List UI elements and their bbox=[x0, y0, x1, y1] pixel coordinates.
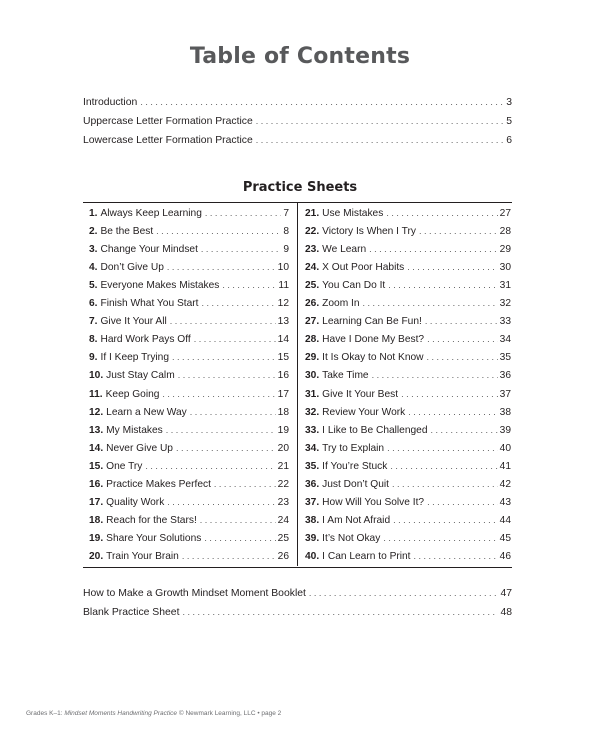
toc-entry[interactable] bbox=[89, 443, 289, 454]
entry-label: Review Your Work bbox=[322, 406, 406, 418]
entry-number: 26. bbox=[305, 298, 320, 310]
entry-number: 35. bbox=[305, 460, 320, 472]
toc-entry[interactable] bbox=[305, 244, 511, 255]
toc-entry[interactable] bbox=[305, 280, 511, 291]
toc-entry[interactable] bbox=[89, 497, 289, 508]
dot-leader bbox=[427, 497, 498, 507]
dot-leader bbox=[431, 425, 498, 435]
entry-page-number: 35 bbox=[499, 352, 511, 364]
toc-entry[interactable] bbox=[83, 135, 512, 146]
entry-number: 29. bbox=[305, 352, 320, 364]
entry-number: 10. bbox=[89, 370, 104, 382]
entry-page-number: 13 bbox=[277, 316, 289, 328]
toc-entry[interactable] bbox=[305, 497, 511, 508]
entry-label: Reach for the Stars! bbox=[106, 514, 197, 526]
entry-page-number: 47 bbox=[500, 588, 512, 599]
entry-label: Always Keep Learning bbox=[100, 208, 202, 219]
dot-leader bbox=[388, 280, 497, 290]
entry-page-number: 26 bbox=[277, 550, 289, 562]
entry-label: How to Make a Growth Mindset Moment Booklet bbox=[83, 588, 306, 599]
entry-page-number: 5 bbox=[506, 116, 512, 127]
entry-label: Everyone Makes Mistakes bbox=[100, 280, 220, 292]
entry-page-number: 8 bbox=[283, 226, 289, 238]
entry-label: Have I Done My Best? bbox=[322, 334, 425, 346]
toc-entry[interactable] bbox=[89, 262, 289, 273]
entry-number: 15. bbox=[89, 460, 104, 472]
dot-leader bbox=[182, 607, 498, 617]
entry-page-number: 32 bbox=[499, 298, 511, 310]
entry-number: 22. bbox=[305, 226, 320, 238]
entry-page-number: 29 bbox=[499, 244, 511, 256]
toc-entry[interactable] bbox=[305, 334, 511, 345]
footer-book-title: Mindset Moments Handwriting Practice bbox=[64, 710, 178, 717]
entry-label: Take Time bbox=[322, 370, 369, 382]
entry-label: Share Your Solutions bbox=[106, 532, 202, 544]
entry-number: 1. bbox=[89, 208, 98, 219]
toc-entry[interactable] bbox=[89, 425, 289, 436]
dot-leader bbox=[176, 443, 276, 453]
toc-entry[interactable] bbox=[305, 533, 511, 544]
dot-leader bbox=[166, 425, 276, 435]
entry-label: Train Your Brain bbox=[106, 550, 179, 562]
entry-label: Give It Your Best bbox=[322, 388, 399, 400]
entry-number: 13. bbox=[89, 424, 104, 436]
entry-label: I Am Not Afraid bbox=[322, 514, 391, 526]
entry-number: 36. bbox=[305, 478, 320, 490]
dot-leader bbox=[201, 244, 281, 254]
entry-page-number: 44 bbox=[499, 514, 511, 526]
entry-label: My Mistakes bbox=[106, 424, 163, 436]
toc-entry[interactable] bbox=[89, 334, 289, 345]
entry-page-number: 34 bbox=[499, 334, 511, 346]
toc-entry[interactable] bbox=[305, 262, 511, 273]
entry-number: 23. bbox=[305, 244, 320, 256]
dot-leader bbox=[205, 208, 281, 218]
entry-page-number: 31 bbox=[499, 280, 511, 292]
entry-number: 19. bbox=[89, 532, 104, 544]
entry-number: 40. bbox=[305, 550, 320, 562]
entry-number: 24. bbox=[305, 262, 320, 274]
entry-page-number: 21 bbox=[277, 460, 289, 472]
toc-entry[interactable] bbox=[305, 316, 511, 327]
entry-page-number: 37 bbox=[499, 388, 511, 400]
dot-leader bbox=[222, 280, 276, 290]
toc-entry[interactable] bbox=[89, 407, 289, 418]
toc-entry[interactable] bbox=[89, 316, 289, 327]
entry-number: 3. bbox=[89, 244, 98, 256]
toc-entry[interactable] bbox=[305, 389, 511, 400]
entry-label: X Out Poor Habits bbox=[322, 262, 405, 274]
entry-label: I Can Learn to Print bbox=[322, 550, 411, 562]
toc-entry[interactable] bbox=[305, 208, 511, 219]
dot-leader bbox=[182, 551, 276, 561]
toc-entry[interactable] bbox=[83, 607, 512, 618]
footer-grades: Grades K–1: bbox=[26, 710, 63, 717]
entry-label: Zoom In bbox=[322, 298, 360, 310]
entry-number: 18. bbox=[89, 514, 104, 526]
toc-entry[interactable] bbox=[305, 407, 511, 418]
dot-leader bbox=[167, 497, 275, 507]
dot-leader bbox=[194, 334, 276, 344]
entry-number: 33. bbox=[305, 424, 320, 436]
dot-leader bbox=[363, 298, 498, 308]
entry-page-number: 43 bbox=[499, 496, 511, 508]
entry-label: Blank Practice Sheet bbox=[83, 607, 180, 618]
dot-leader bbox=[372, 370, 498, 380]
entry-number: 25. bbox=[305, 280, 320, 292]
entry-label: Use Mistakes bbox=[322, 208, 384, 219]
entry-page-number: 15 bbox=[277, 352, 289, 364]
dot-leader bbox=[369, 244, 498, 254]
entry-label: Try to Explain bbox=[322, 442, 385, 454]
entry-number: 5. bbox=[89, 280, 98, 292]
entry-number: 20. bbox=[89, 550, 104, 562]
toc-entry[interactable] bbox=[89, 461, 289, 472]
entry-label: You Can Do It bbox=[322, 280, 386, 292]
entry-number: 4. bbox=[89, 262, 98, 274]
entry-label: Give It Your All bbox=[100, 316, 167, 328]
toc-entry[interactable] bbox=[89, 389, 289, 400]
entry-page-number: 46 bbox=[499, 550, 511, 562]
entry-page-number: 9 bbox=[283, 244, 289, 256]
dot-leader bbox=[414, 551, 498, 561]
entry-label: Lowercase Letter Formation Practice bbox=[83, 135, 253, 146]
entry-number: 27. bbox=[305, 316, 320, 328]
entry-number: 17. bbox=[89, 496, 104, 508]
entry-number: 2. bbox=[89, 226, 98, 238]
entry-page-number: 39 bbox=[499, 424, 511, 436]
entry-page-number: 48 bbox=[500, 607, 512, 618]
entry-page-number: 40 bbox=[499, 442, 511, 454]
toc-entry[interactable] bbox=[305, 479, 511, 490]
entry-page-number: 18 bbox=[277, 406, 289, 418]
entry-label: Just Stay Calm bbox=[106, 370, 175, 382]
entry-page-number: 30 bbox=[499, 262, 511, 274]
entry-label: Learning Can Be Fun! bbox=[322, 316, 422, 328]
toc-entry[interactable] bbox=[89, 370, 289, 381]
entry-label: Never Give Up bbox=[106, 442, 173, 454]
entry-page-number: 33 bbox=[499, 316, 511, 328]
entry-page-number: 10 bbox=[277, 262, 289, 274]
entry-number: 39. bbox=[305, 532, 320, 544]
toc-entry[interactable] bbox=[89, 352, 289, 363]
toc-entry[interactable] bbox=[83, 116, 512, 127]
entry-label: How Will You Solve It? bbox=[322, 496, 425, 508]
dot-leader bbox=[427, 352, 498, 362]
dot-leader bbox=[256, 135, 504, 145]
entry-page-number: 20 bbox=[277, 442, 289, 454]
dot-leader bbox=[167, 262, 276, 272]
dot-leader bbox=[425, 316, 498, 326]
toc-entry[interactable] bbox=[305, 298, 511, 309]
dot-leader bbox=[256, 116, 504, 126]
dot-leader bbox=[407, 262, 497, 272]
entry-label: If You’re Stuck bbox=[322, 460, 388, 472]
dot-leader bbox=[190, 407, 276, 417]
entry-page-number: 16 bbox=[277, 370, 289, 382]
entry-number: 21. bbox=[305, 208, 320, 219]
entry-page-number: 22 bbox=[277, 478, 289, 490]
entry-page-number: 27 bbox=[499, 208, 511, 219]
dot-leader bbox=[408, 407, 497, 417]
entry-page-number: 41 bbox=[499, 460, 511, 472]
dot-leader bbox=[204, 533, 275, 543]
page-footer bbox=[26, 710, 281, 717]
toc-entry[interactable] bbox=[89, 244, 289, 255]
entry-label: Introduction bbox=[83, 97, 138, 108]
dot-leader bbox=[387, 443, 498, 453]
toc-entry[interactable] bbox=[305, 370, 511, 381]
entry-number: 38. bbox=[305, 514, 320, 526]
entry-page-number: 17 bbox=[277, 388, 289, 400]
entry-number: 37. bbox=[305, 496, 320, 508]
dot-leader bbox=[178, 370, 276, 380]
entry-page-number: 42 bbox=[499, 478, 511, 490]
entry-label: If I Keep Trying bbox=[100, 352, 170, 364]
entry-number: 6. bbox=[89, 298, 98, 310]
entry-label: Victory Is When I Try bbox=[322, 226, 416, 238]
entry-page-number: 36 bbox=[499, 370, 511, 382]
dot-leader bbox=[309, 588, 499, 598]
entry-number: 11. bbox=[89, 388, 103, 400]
entry-number: 9. bbox=[89, 352, 98, 364]
dot-leader bbox=[200, 515, 276, 525]
entry-number: 7. bbox=[89, 316, 98, 328]
dot-leader bbox=[145, 461, 275, 471]
dot-leader bbox=[140, 97, 504, 107]
entry-page-number: 14 bbox=[277, 334, 289, 346]
entry-label: Finish What You Start bbox=[100, 298, 199, 310]
entry-label: Uppercase Letter Formation Practice bbox=[83, 116, 253, 127]
page-title: Table of Contents bbox=[189, 44, 411, 69]
dot-leader bbox=[393, 515, 498, 525]
toc-entry[interactable] bbox=[305, 551, 511, 562]
section-title: Practice Sheets bbox=[242, 180, 358, 195]
entry-number: 16. bbox=[89, 478, 104, 490]
entry-label: Keep Going bbox=[105, 388, 160, 400]
entry-page-number: 38 bbox=[499, 406, 511, 418]
entry-label: Quality Work bbox=[106, 496, 165, 508]
dot-leader bbox=[386, 208, 497, 218]
toc-entry[interactable] bbox=[305, 461, 511, 472]
entry-label: Change Your Mindset bbox=[100, 244, 198, 256]
dot-leader bbox=[383, 533, 497, 543]
entry-label: Just Don’t Quit bbox=[322, 478, 389, 490]
entry-number: 14. bbox=[89, 442, 104, 454]
toc-entry[interactable] bbox=[89, 533, 289, 544]
entry-number: 34. bbox=[305, 442, 320, 454]
toc-entry[interactable] bbox=[89, 551, 289, 562]
entry-number: 12. bbox=[89, 406, 104, 418]
entry-page-number: 19 bbox=[277, 424, 289, 436]
toc-entry[interactable] bbox=[89, 515, 289, 526]
dot-leader bbox=[156, 226, 281, 236]
toc-entry[interactable] bbox=[89, 280, 289, 291]
dot-leader bbox=[401, 389, 498, 399]
entry-page-number: 23 bbox=[277, 496, 289, 508]
dot-leader bbox=[390, 461, 497, 471]
entry-page-number: 28 bbox=[499, 226, 511, 238]
entry-number: 32. bbox=[305, 406, 320, 418]
entry-label: Be the Best bbox=[100, 226, 154, 238]
toc-entry[interactable] bbox=[305, 443, 511, 454]
toc-entry[interactable] bbox=[89, 226, 289, 237]
entry-label: We Learn bbox=[322, 244, 367, 256]
entry-number: 31. bbox=[305, 388, 320, 400]
toc-entry[interactable] bbox=[89, 479, 289, 490]
toc-entry[interactable] bbox=[305, 515, 511, 526]
entry-page-number: 12 bbox=[277, 298, 289, 310]
dot-leader bbox=[170, 316, 276, 326]
entry-label: Practice Makes Perfect bbox=[106, 478, 211, 490]
toc-entry[interactable] bbox=[83, 97, 512, 108]
dot-leader bbox=[392, 479, 498, 489]
entry-label: It’s Not Okay bbox=[322, 532, 381, 544]
entry-number: 28. bbox=[305, 334, 320, 346]
toc-entry[interactable] bbox=[305, 226, 511, 237]
entry-page-number: 3 bbox=[506, 97, 512, 108]
entry-number: 8. bbox=[89, 334, 98, 346]
entry-page-number: 25 bbox=[277, 532, 289, 544]
footer-copyright: © Newmark Learning, LLC • page 2 bbox=[178, 710, 282, 717]
toc-entry[interactable] bbox=[305, 425, 511, 436]
dot-leader bbox=[419, 226, 498, 236]
dot-leader bbox=[162, 389, 275, 399]
entry-page-number: 6 bbox=[506, 135, 512, 146]
column-divider bbox=[297, 202, 298, 566]
dot-leader bbox=[172, 352, 276, 362]
dot-leader bbox=[214, 479, 276, 489]
entry-page-number: 7 bbox=[283, 208, 289, 219]
entry-label: Don’t Give Up bbox=[100, 262, 164, 274]
entry-number: 30. bbox=[305, 370, 320, 382]
toc-entry[interactable] bbox=[305, 352, 511, 363]
entry-label: Hard Work Pays Off bbox=[100, 334, 191, 346]
dot-leader bbox=[427, 334, 498, 344]
entry-label: Learn a New Way bbox=[106, 406, 187, 418]
toc-entry[interactable] bbox=[83, 588, 512, 599]
toc-entry[interactable] bbox=[89, 208, 289, 219]
entry-label: It Is Okay to Not Know bbox=[322, 352, 424, 364]
entry-page-number: 24 bbox=[277, 514, 289, 526]
toc-entry[interactable] bbox=[89, 298, 289, 309]
dot-leader bbox=[201, 298, 275, 308]
entry-page-number: 45 bbox=[499, 532, 511, 544]
entry-page-number: 11 bbox=[278, 280, 289, 292]
entry-label: One Try bbox=[106, 460, 143, 472]
entry-label: I Like to Be Challenged bbox=[322, 424, 428, 436]
